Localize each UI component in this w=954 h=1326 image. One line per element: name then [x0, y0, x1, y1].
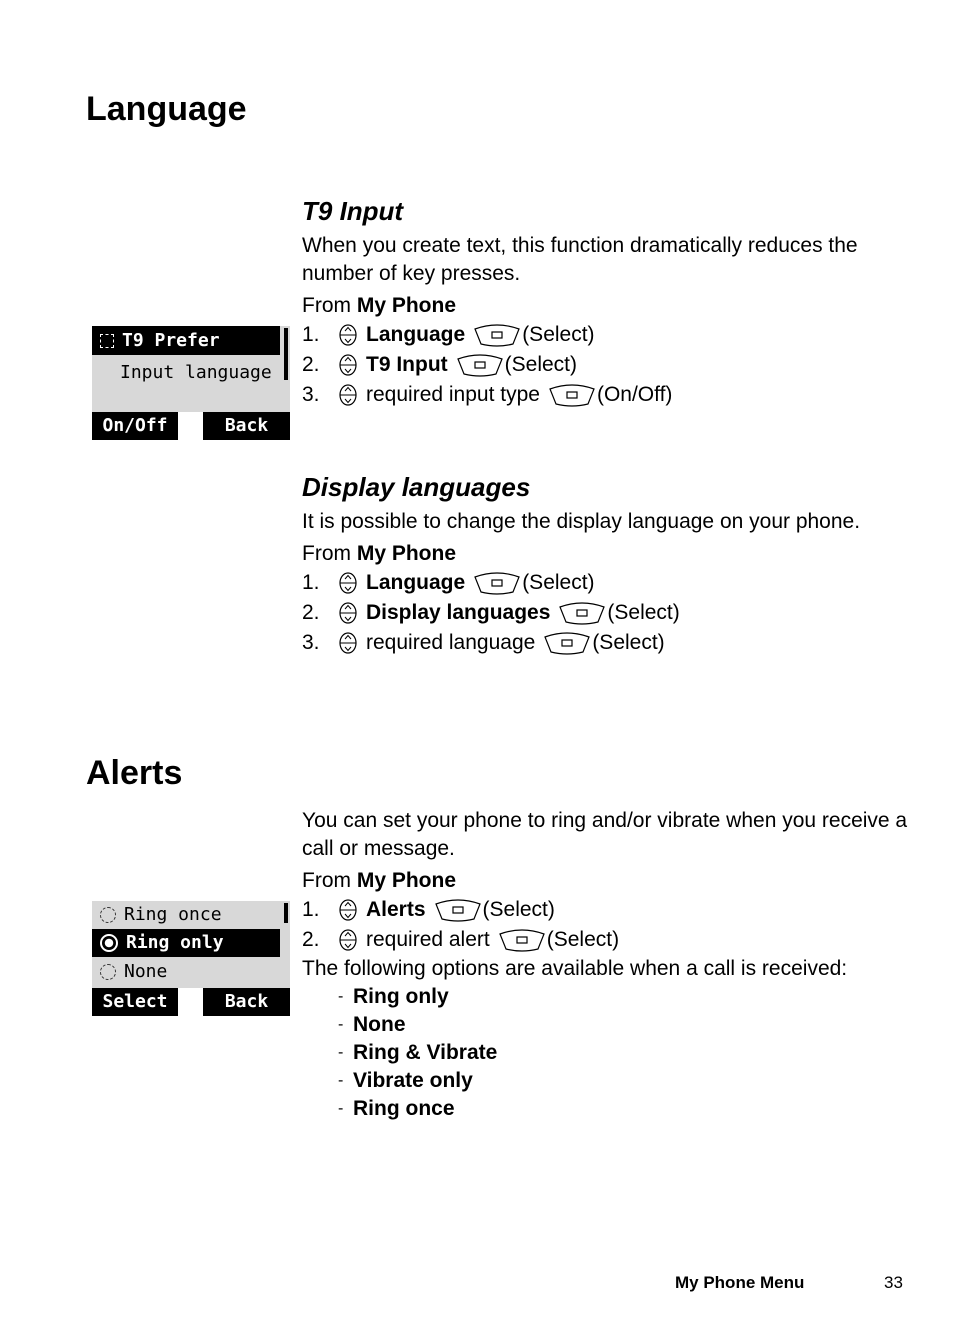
alerts-block — [302, 807, 922, 1123]
select-key-icon — [543, 631, 591, 655]
screen-option-row: None — [92, 957, 290, 987]
select-key-icon — [558, 601, 606, 625]
radio-on-icon — [100, 934, 118, 952]
select-key-icon — [548, 383, 596, 407]
from-line: From My Phone — [302, 869, 457, 892]
step-3: 3. required input type (On/Off) — [302, 383, 673, 406]
screen-option-row-selected: Ring only — [92, 929, 280, 957]
section-title-alerts: Alerts — [86, 754, 183, 792]
step-2: 2. T9 Input (Select) — [302, 353, 578, 376]
display-languages-block — [302, 508, 922, 658]
softkey-left: Select — [92, 988, 178, 1016]
step-1: 1. Alerts (Select) — [302, 898, 555, 921]
softkey-left: On/Off — [92, 412, 178, 440]
display-description: It is possible to change the display language on your phone. — [302, 510, 861, 533]
checkbox-icon — [100, 334, 114, 348]
step-2: 2. Display languages (Select) — [302, 601, 680, 624]
softkey-right: Back — [203, 412, 290, 440]
list-item: - Vibrate only — [338, 1069, 473, 1092]
softkey-right: Back — [203, 988, 290, 1016]
nav-key-icon — [339, 632, 357, 654]
from-line: From My Phone — [302, 294, 457, 317]
list-item: - Ring once — [338, 1097, 455, 1120]
step-1: 1. Language (Select) — [302, 571, 595, 594]
alerts-description: You can set your phone to ring and/or vibrate when you receive a call or message. — [302, 809, 908, 860]
phone-screen-alerts — [92, 901, 290, 1016]
nav-key-icon — [339, 572, 357, 594]
select-key-icon — [498, 928, 546, 952]
list-item: - Ring & Vibrate — [338, 1041, 498, 1064]
footer-section-title: My Phone Menu — [675, 1273, 805, 1292]
nav-key-icon — [339, 602, 357, 624]
softkey-bar — [92, 412, 290, 440]
phone-screen-t9 — [92, 326, 290, 440]
t9-description: When you create text, this function dramatically reduces the number of key presses. — [302, 234, 858, 285]
nav-key-icon — [339, 384, 357, 406]
page-number: 33 — [884, 1273, 903, 1292]
radio-off-icon — [100, 907, 116, 923]
nav-key-icon — [339, 899, 357, 921]
step-2: 2. required alert (Select) — [302, 928, 620, 951]
radio-off-icon — [100, 964, 116, 980]
options-intro: The following options are available when a call is received: — [302, 957, 848, 980]
t9-input-block — [302, 232, 922, 410]
select-key-icon — [473, 571, 521, 595]
alert-options-list — [302, 983, 922, 1123]
step-1: 1. Language (Select) — [302, 323, 595, 346]
screen-title-row: T9 Prefer — [92, 326, 280, 355]
list-item: - Ring only — [338, 985, 449, 1008]
step-3: 3. required language (Select) — [302, 631, 665, 654]
screen-line: Input language — [120, 362, 272, 383]
select-key-icon — [473, 323, 521, 347]
subheading-t9-input: T9 Input — [302, 196, 404, 226]
scrollbar — [284, 903, 288, 923]
select-key-icon — [456, 353, 504, 377]
nav-key-icon — [339, 929, 357, 951]
scrollbar — [284, 328, 288, 380]
section-title-language: Language — [86, 90, 247, 128]
from-line: From My Phone — [302, 542, 457, 565]
nav-key-icon — [339, 354, 357, 376]
list-item: - None — [338, 1013, 406, 1036]
nav-key-icon — [339, 324, 357, 346]
softkey-bar — [92, 988, 290, 1016]
subheading-display-languages: Display languages — [302, 472, 531, 502]
screen-option-row: Ring once — [92, 901, 290, 929]
select-key-icon — [434, 898, 482, 922]
